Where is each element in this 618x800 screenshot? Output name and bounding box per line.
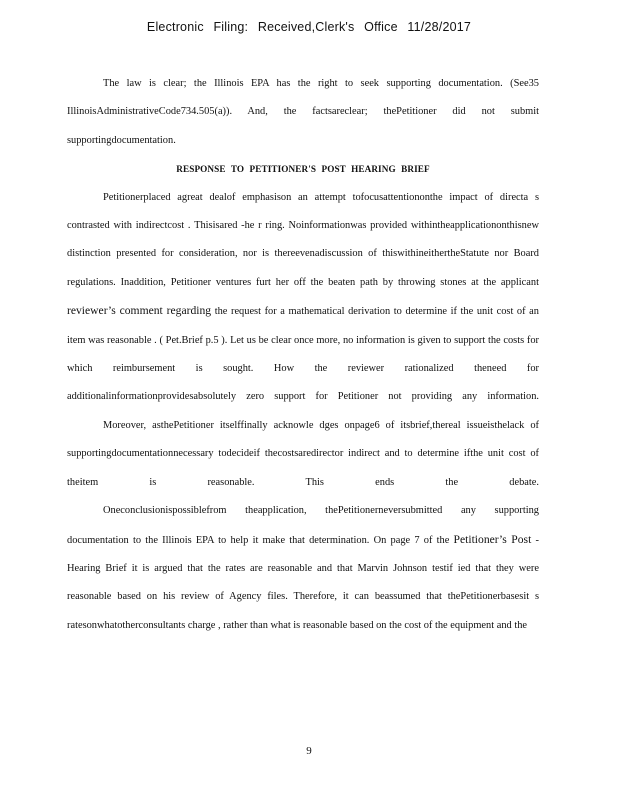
electronic-filing-header: Electronic Filing: Received,Clerk's Office 11/28/2017	[146, 20, 472, 34]
paragraph-emphasis-argument-part1: Petitionerplaced agreat dealof emphasison an attempt tofocusattentiononthe impact of directa s contrasted with indirectcost . Thisisared -he r ring. Noinformationwas provided withintheapplicationonthisnew distinction presented for consideration, nor is thereevenadiscussion of thiswithineithertheStatute nor Board regulations. Inaddition, Petitioner ventures furt her off the beaten path by throwing stones at the applicant	[67, 191, 539, 288]
page-number: 9	[306, 745, 312, 757]
document-body	[67, 70, 539, 640]
section-heading: RESPONSE TO PETITIONER'S POST HEARING BRIEF	[176, 164, 430, 175]
paragraph-one-conclusion	[67, 497, 539, 640]
paragraph-one-conclusion-part2: -Hearing Brief it is argued that the rates are reasonable and that Marvin Johnson testif ied that they were reasonable based on his review of Agency files. Therefore, it can beassumed that thePetitionerbasesit s ratesonwhatotherconsultants charge , rather than what is reasonable based on the cost of the equipment and the	[67, 534, 539, 631]
paragraph-one-conclusion-part1: Oneconclusionispossiblefrom theapplication, thePetitionerneversubmitted any supporting documentation to the Illinois EPA to help it make that determination. On page 7 of the	[67, 505, 539, 546]
paragraph-moreover: Moreover, asthePetitioner itselffinally acknowle dges onpage6 of itsbrief,thereal issueisthelack of supportingdocumentationnecessary todecideif thecostsaredirector indirect and to determine ifthe unit cost of theitem is reasonable. This ends the debate.	[67, 419, 539, 488]
petitioners-post-phrase: Petitioner’s Post	[453, 532, 532, 546]
paragraph-emphasis-argument-part2: the request for a mathematical derivation to determine if the unit cost of an item was reasonable . ( Pet.Brief p.5 ). Let us be clear once more, no information is given to support the costs for which reimbursement is sought. How the reviewer rationalized theneed for additionalinformationprovidesabsolutely zero support for Petitioner not providing any information.	[67, 306, 539, 403]
paragraph-emphasis-argument	[67, 184, 539, 412]
reviewer-comment-phrase: reviewer’s comment regarding	[67, 304, 212, 318]
paragraph-law-is-clear: The law is clear; the Illinois EPA has the right to seek supporting documentation. (See35 IllinoisAdministrativeCode734.505(a)). And, the factsareclear; thePetitioner did not submit supportingdocumentation.	[67, 78, 539, 146]
